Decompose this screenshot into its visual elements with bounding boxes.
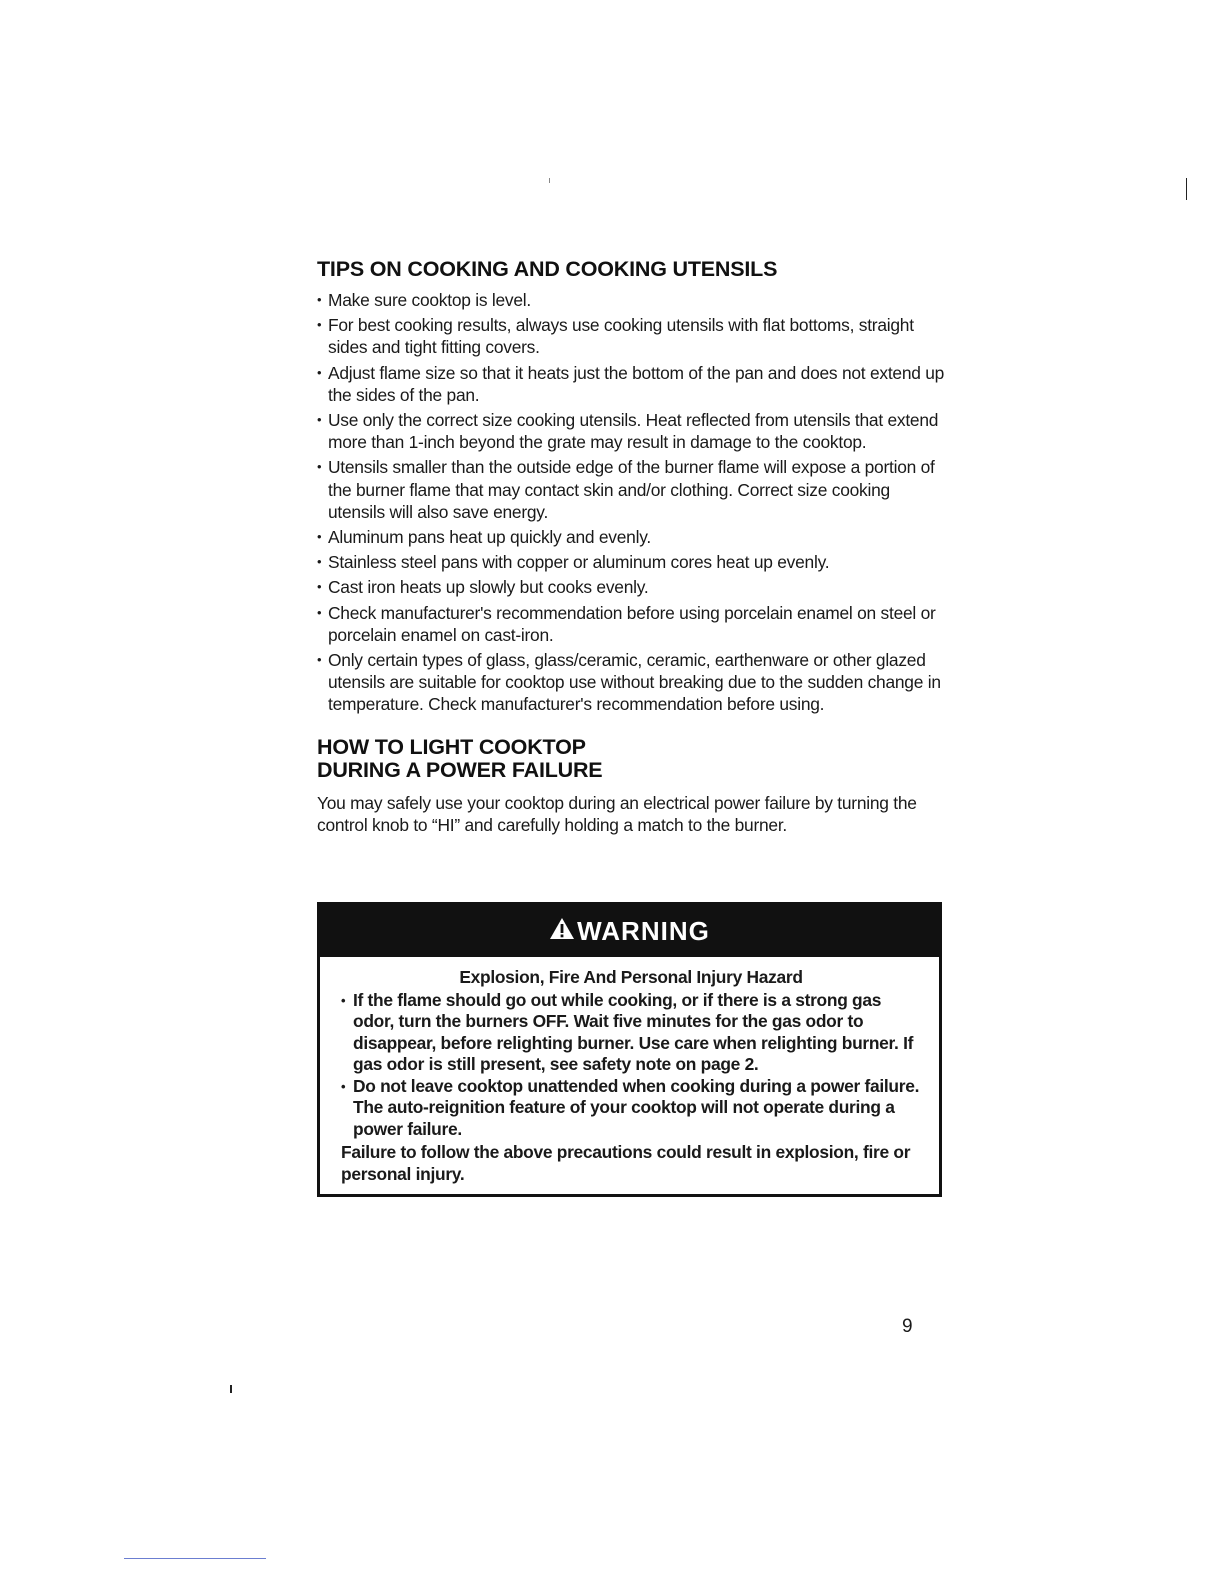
page-content	[317, 258, 947, 836]
warning-triangle-icon	[549, 916, 575, 947]
list-item: • Cast iron heats up slowly but cooks evenly.	[317, 576, 947, 598]
scan-mark	[230, 1385, 232, 1393]
list-item: • Check manufacturer's recommendation before using porcelain enamel on steel or porcelain enamel on cast-iron.	[317, 602, 947, 646]
footer-rule	[124, 1558, 266, 1559]
tips-heading: TIPS ON COOKING AND COOKING UTENSILS	[317, 257, 778, 281]
list-item: • If the flame should go out while cooking, or if there is a strong gas odor, turn the burners OFF. Wait five minutes for the gas odor to disappear, before relighting burner. Use care when relighting burner. If gas odor is still present, see safety note on page 2.	[341, 990, 921, 1076]
warning-body	[320, 957, 939, 1185]
list-item: • Use only the correct size cooking utensils. Heat reflected from utensils that extend more than 1-inch beyond the grate may result in damage to the cooktop.	[317, 409, 947, 453]
list-item: • Make sure cooktop is level.	[317, 289, 947, 311]
warning-box	[317, 902, 942, 1197]
scan-mark	[549, 178, 550, 183]
warning-header	[320, 905, 939, 957]
list-item: • Utensils smaller than the outside edge of the burner flame will expose a portion of the burner flame that may contact skin and/or clothing. Correct size cooking utensils will also save energy.	[317, 456, 947, 523]
list-item: • Aluminum pans heat up quickly and evenly.	[317, 526, 947, 548]
list-item: • Stainless steel pans with copper or aluminum cores heat up evenly.	[317, 551, 947, 573]
scan-mark	[1186, 178, 1187, 200]
tips-list	[317, 289, 947, 716]
list-item: • For best cooking results, always use cooking utensils with flat bottoms, straight sides and tight fitting covers.	[317, 314, 947, 358]
power-failure-heading-line1: HOW TO LIGHT COOKTOP	[317, 734, 586, 759]
list-item: • Do not leave cooktop unattended when cooking during a power failure. The auto-reignition feature of your cooktop will not operate during a power failure.	[341, 1076, 921, 1141]
page-number: 9	[902, 1316, 913, 1337]
list-item: • Only certain types of glass, glass/ceramic, ceramic, earthenware or other glazed utensils are suitable for cooktop use without breaking due to the sudden change in temperature. Check manufacturer's recommendation before using.	[317, 649, 947, 716]
hazard-title: Explosion, Fire And Personal Injury Hazard	[459, 967, 803, 987]
warning-list	[341, 990, 921, 1141]
warning-label: WARNING	[577, 915, 710, 946]
power-failure-heading	[317, 736, 947, 782]
list-item: • Adjust flame size so that it heats just the bottom of the pan and does not extend up the sides of the pan.	[317, 362, 947, 406]
warning-footer: Failure to follow the above precautions could result in explosion, fire or personal injury.	[341, 1142, 911, 1184]
power-failure-text: You may safely use your cooktop during an electrical power failure by turning the control knob to “HI” and carefully holding a match to the burner.	[317, 792, 917, 835]
power-failure-heading-line2: DURING A POWER FAILURE	[317, 757, 603, 782]
